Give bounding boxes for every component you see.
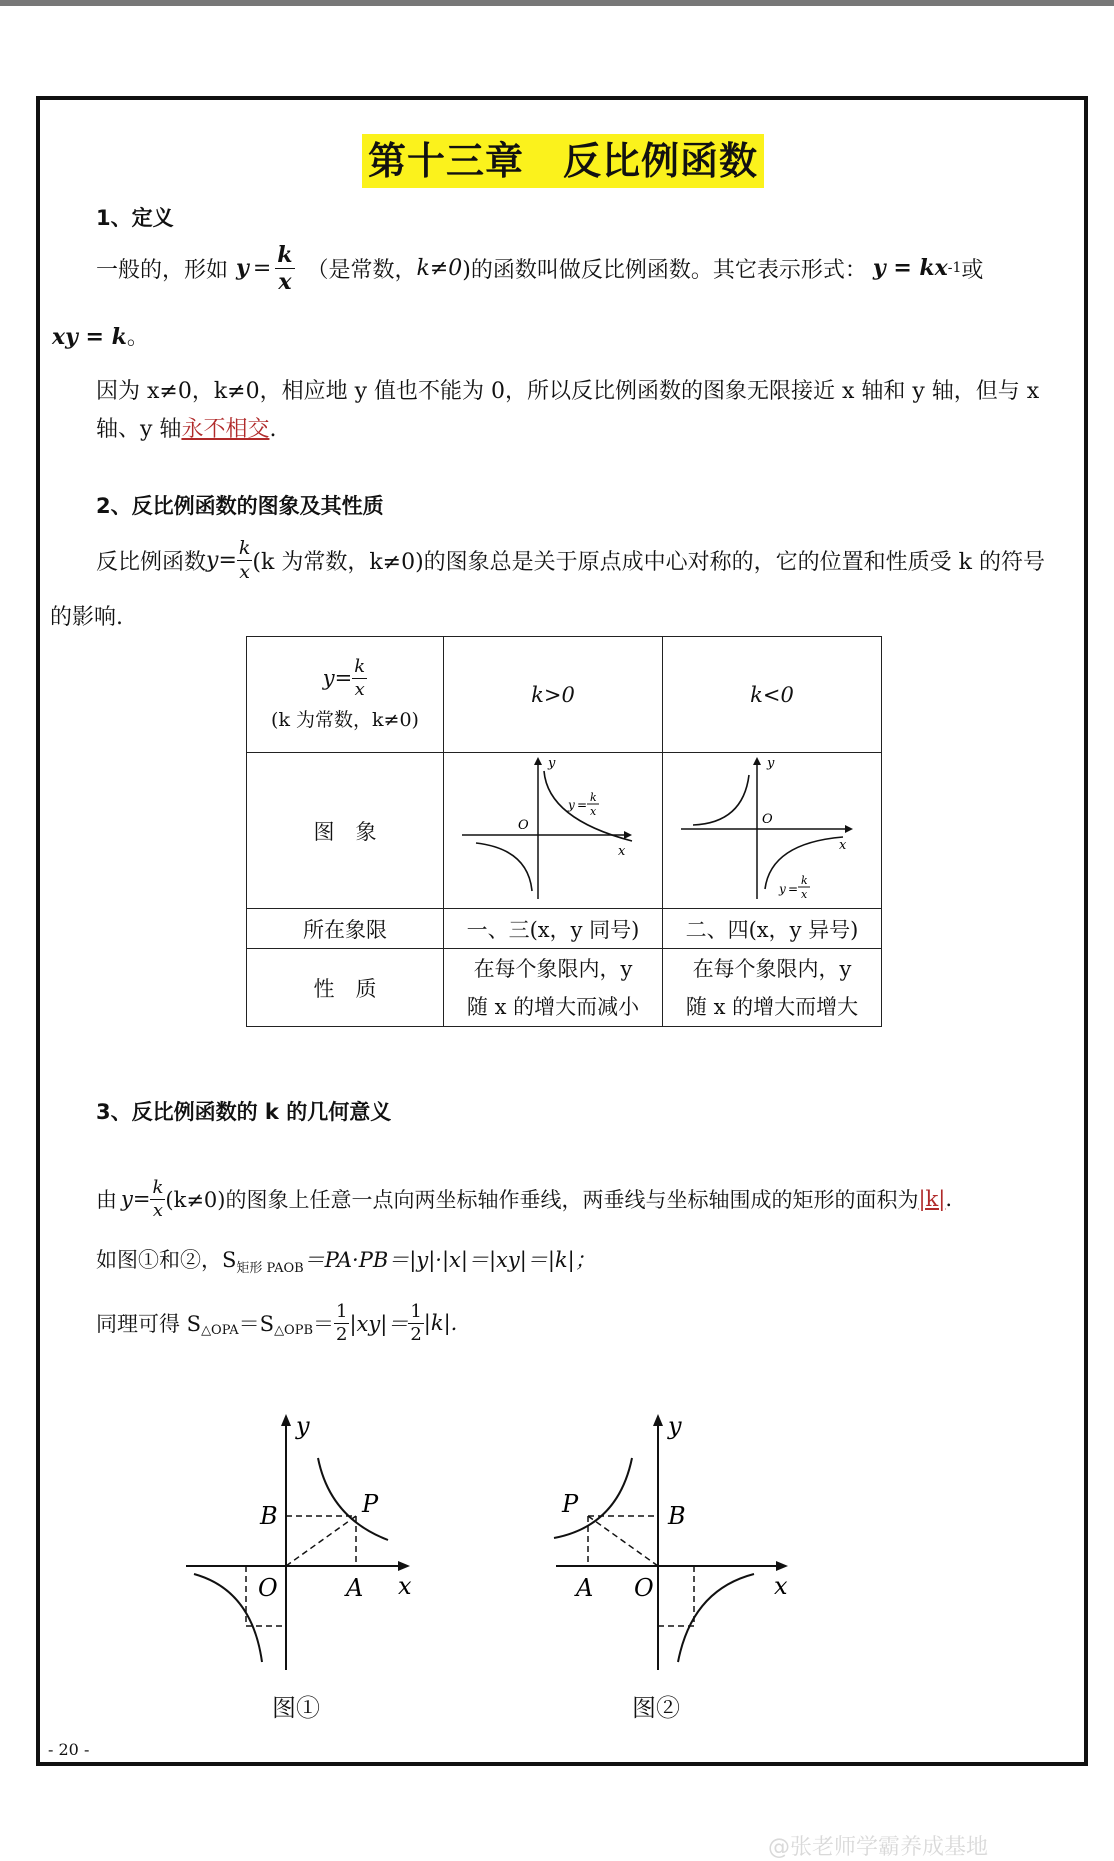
figure-1-diagram xyxy=(180,1410,440,1680)
math-y: y xyxy=(206,547,219,573)
line1-rest: (k≠0)的图象上任意一点向两坐标轴作垂线，两垂线与坐标轴围成的矩形的面积为 xyxy=(165,1188,919,1212)
figure-2-caption: 图② xyxy=(632,1694,680,1722)
intro-prefix: 反比例函数 xyxy=(96,549,207,575)
alt-form-exponent: -1 xyxy=(947,260,962,276)
properties-table xyxy=(246,636,882,1027)
intro-rest: (k 为常数，k≠0)的图象总是关于原点成中心对称的，它的位置和性质受 k 的符号 xyxy=(252,549,1045,575)
curve-label-k: k xyxy=(801,874,808,887)
table-header-k-positive: k>0 xyxy=(444,637,663,753)
fraction-one-half: $\frac{1}{2}$ xyxy=(410,1300,422,1345)
section-1-heading: 1、定义 xyxy=(96,206,174,230)
fraction-k-over-x: $\frac{k}{x}$ xyxy=(354,655,366,700)
math-eq: = xyxy=(218,547,237,573)
section-3-line1 xyxy=(96,1166,952,1232)
origin-label: O xyxy=(258,1574,278,1602)
line2-prefix: 如图①和②，S xyxy=(96,1248,237,1272)
line3-sub1: △OPA xyxy=(201,1323,239,1338)
fraction-one-half: $\frac{1}{2}$ xyxy=(336,1300,348,1345)
alt-form: y = kx xyxy=(872,255,948,281)
curve-label-eq: = xyxy=(788,882,799,896)
section-2-heading: 2、反比例函数的图象及其性质 xyxy=(96,494,384,518)
page-number: - 20 - xyxy=(48,1740,90,1759)
table-row-graph-label: 图 象 xyxy=(247,753,444,909)
para2-end: . xyxy=(269,417,277,442)
property-neg-line1: 在每个象限内，y xyxy=(692,956,852,981)
section-2-intro xyxy=(96,530,1045,590)
fraction-k-over-x: $\frac{k}{x}$ xyxy=(238,536,251,583)
point-A-label: A xyxy=(346,1574,364,1602)
top-border xyxy=(0,0,1114,6)
line3-xy: |xy|＝ xyxy=(349,1312,409,1336)
axis-x-label: x xyxy=(618,844,626,859)
math-y: y xyxy=(236,255,249,281)
figure-1-caption: 图① xyxy=(272,1694,320,1722)
para2-prefix: 轴、y 轴 xyxy=(96,417,182,442)
line2-rest: ＝PA·PB＝|y|·|x|＝|xy|＝|k|； xyxy=(303,1248,596,1272)
quadrant-k-positive: 一、三(x，y 同号) xyxy=(444,909,663,949)
section-3-line3 xyxy=(96,1290,457,1356)
line3-prefix: 同理可得 S xyxy=(96,1312,202,1336)
line3-eq: ＝ xyxy=(313,1312,335,1336)
property-k-negative xyxy=(663,949,882,1027)
definition-after: （是常数， xyxy=(306,257,417,283)
graph-k-positive xyxy=(444,753,663,909)
page-title: 第十三章 反比例函数 xyxy=(362,134,764,188)
graph-k-negative xyxy=(663,753,882,909)
line2-subscript: 矩形 PAOB xyxy=(236,1261,304,1277)
abs-k-highlight: |k| xyxy=(918,1187,946,1211)
line3-k: |k|. xyxy=(423,1311,458,1335)
alt-form2-period: 。 xyxy=(126,325,149,350)
curve-label-y: y xyxy=(779,882,786,896)
hyperbola-k-negative-graph xyxy=(663,753,881,903)
fraction-k-over-x: $\frac{k}{x}$ xyxy=(277,241,293,295)
fraction-k-over-x: $\frac{k}{x}$ xyxy=(152,1176,164,1221)
axis-x-label: x xyxy=(839,838,847,853)
property-pos-line2: 随 x 的增大而减小 xyxy=(466,994,640,1019)
axis-y-label: y xyxy=(548,756,556,771)
point-P-label: P xyxy=(362,1490,379,1518)
point-B-label: B xyxy=(668,1502,686,1530)
table-header-note: (k 为常数，k≠0) xyxy=(271,708,419,731)
hyperbola-k-positive-graph xyxy=(444,753,662,903)
axis-y-label: y xyxy=(668,1412,682,1440)
never-intersect-highlight: 永不相交 xyxy=(181,417,270,442)
section-3-heading: 3、反比例函数的 k 的几何意义 xyxy=(96,1100,392,1124)
point-B-label: B xyxy=(260,1502,278,1530)
table-row-property-label: 性 质 xyxy=(247,949,444,1027)
quadrant-k-negative: 二、四(x，y 异号) xyxy=(663,909,882,949)
curve-label-eq: = xyxy=(577,798,588,812)
origin-label: O xyxy=(634,1574,654,1602)
curve-label-x: x xyxy=(801,888,808,901)
point-P-label: P xyxy=(562,1490,579,1518)
definition-prefix: 一般的，形如 xyxy=(96,257,229,283)
line3-sub2: △OPB xyxy=(274,1323,314,1338)
point-A-label: A xyxy=(576,1574,594,1602)
line1-end: . xyxy=(945,1187,953,1211)
section-2-intro-line2: 的影响. xyxy=(50,605,123,630)
table-row-quadrant-label: 所在象限 xyxy=(247,909,444,949)
table-header-k-negative: k<0 xyxy=(663,637,882,753)
table-header-function xyxy=(247,637,444,753)
curve-label-y: y xyxy=(568,798,575,812)
definition-condition: k≠0 xyxy=(416,255,463,281)
origin-label: O xyxy=(762,812,773,827)
line1-prefix: 由 xyxy=(96,1188,117,1212)
curve-label-k: k xyxy=(590,791,597,804)
property-k-positive xyxy=(444,949,663,1027)
axis-x-label: x xyxy=(398,1572,412,1600)
axis-y-label: y xyxy=(767,756,775,771)
definition-rest: )的函数叫做反比例函数。其它表示形式： xyxy=(462,257,867,283)
or-word: 或 xyxy=(961,257,984,283)
section-3-line2 xyxy=(96,1244,596,1276)
line3-mid: ＝S xyxy=(238,1312,275,1336)
curve-label-x: x xyxy=(590,805,597,818)
axis-x-label: x xyxy=(774,1572,788,1600)
definition-line xyxy=(96,236,983,300)
figure-2-diagram xyxy=(548,1410,808,1680)
math-y: y xyxy=(121,1187,133,1211)
watermark: @张老师学霸养成基地 xyxy=(768,1835,989,1860)
math-eq: = xyxy=(252,255,272,281)
math-y: y xyxy=(322,666,335,690)
property-neg-line2: 随 x 的增大而增大 xyxy=(685,994,859,1019)
math-eq: = xyxy=(334,666,353,690)
alt-form-line xyxy=(52,320,149,351)
origin-label: O xyxy=(518,818,529,833)
axis-y-label: y xyxy=(296,1412,310,1440)
math-eq: = xyxy=(132,1187,151,1211)
alt-form2: xy = k xyxy=(52,324,127,350)
property-pos-line1: 在每个象限内，y xyxy=(473,956,633,981)
para2-line1: 因为 x≠0，k≠0，相应地 y 值也不能为 0，所以反比例函数的图象无限接近 x 轴和 y 轴，但与 x xyxy=(96,379,1040,404)
para2-line2 xyxy=(96,412,276,443)
